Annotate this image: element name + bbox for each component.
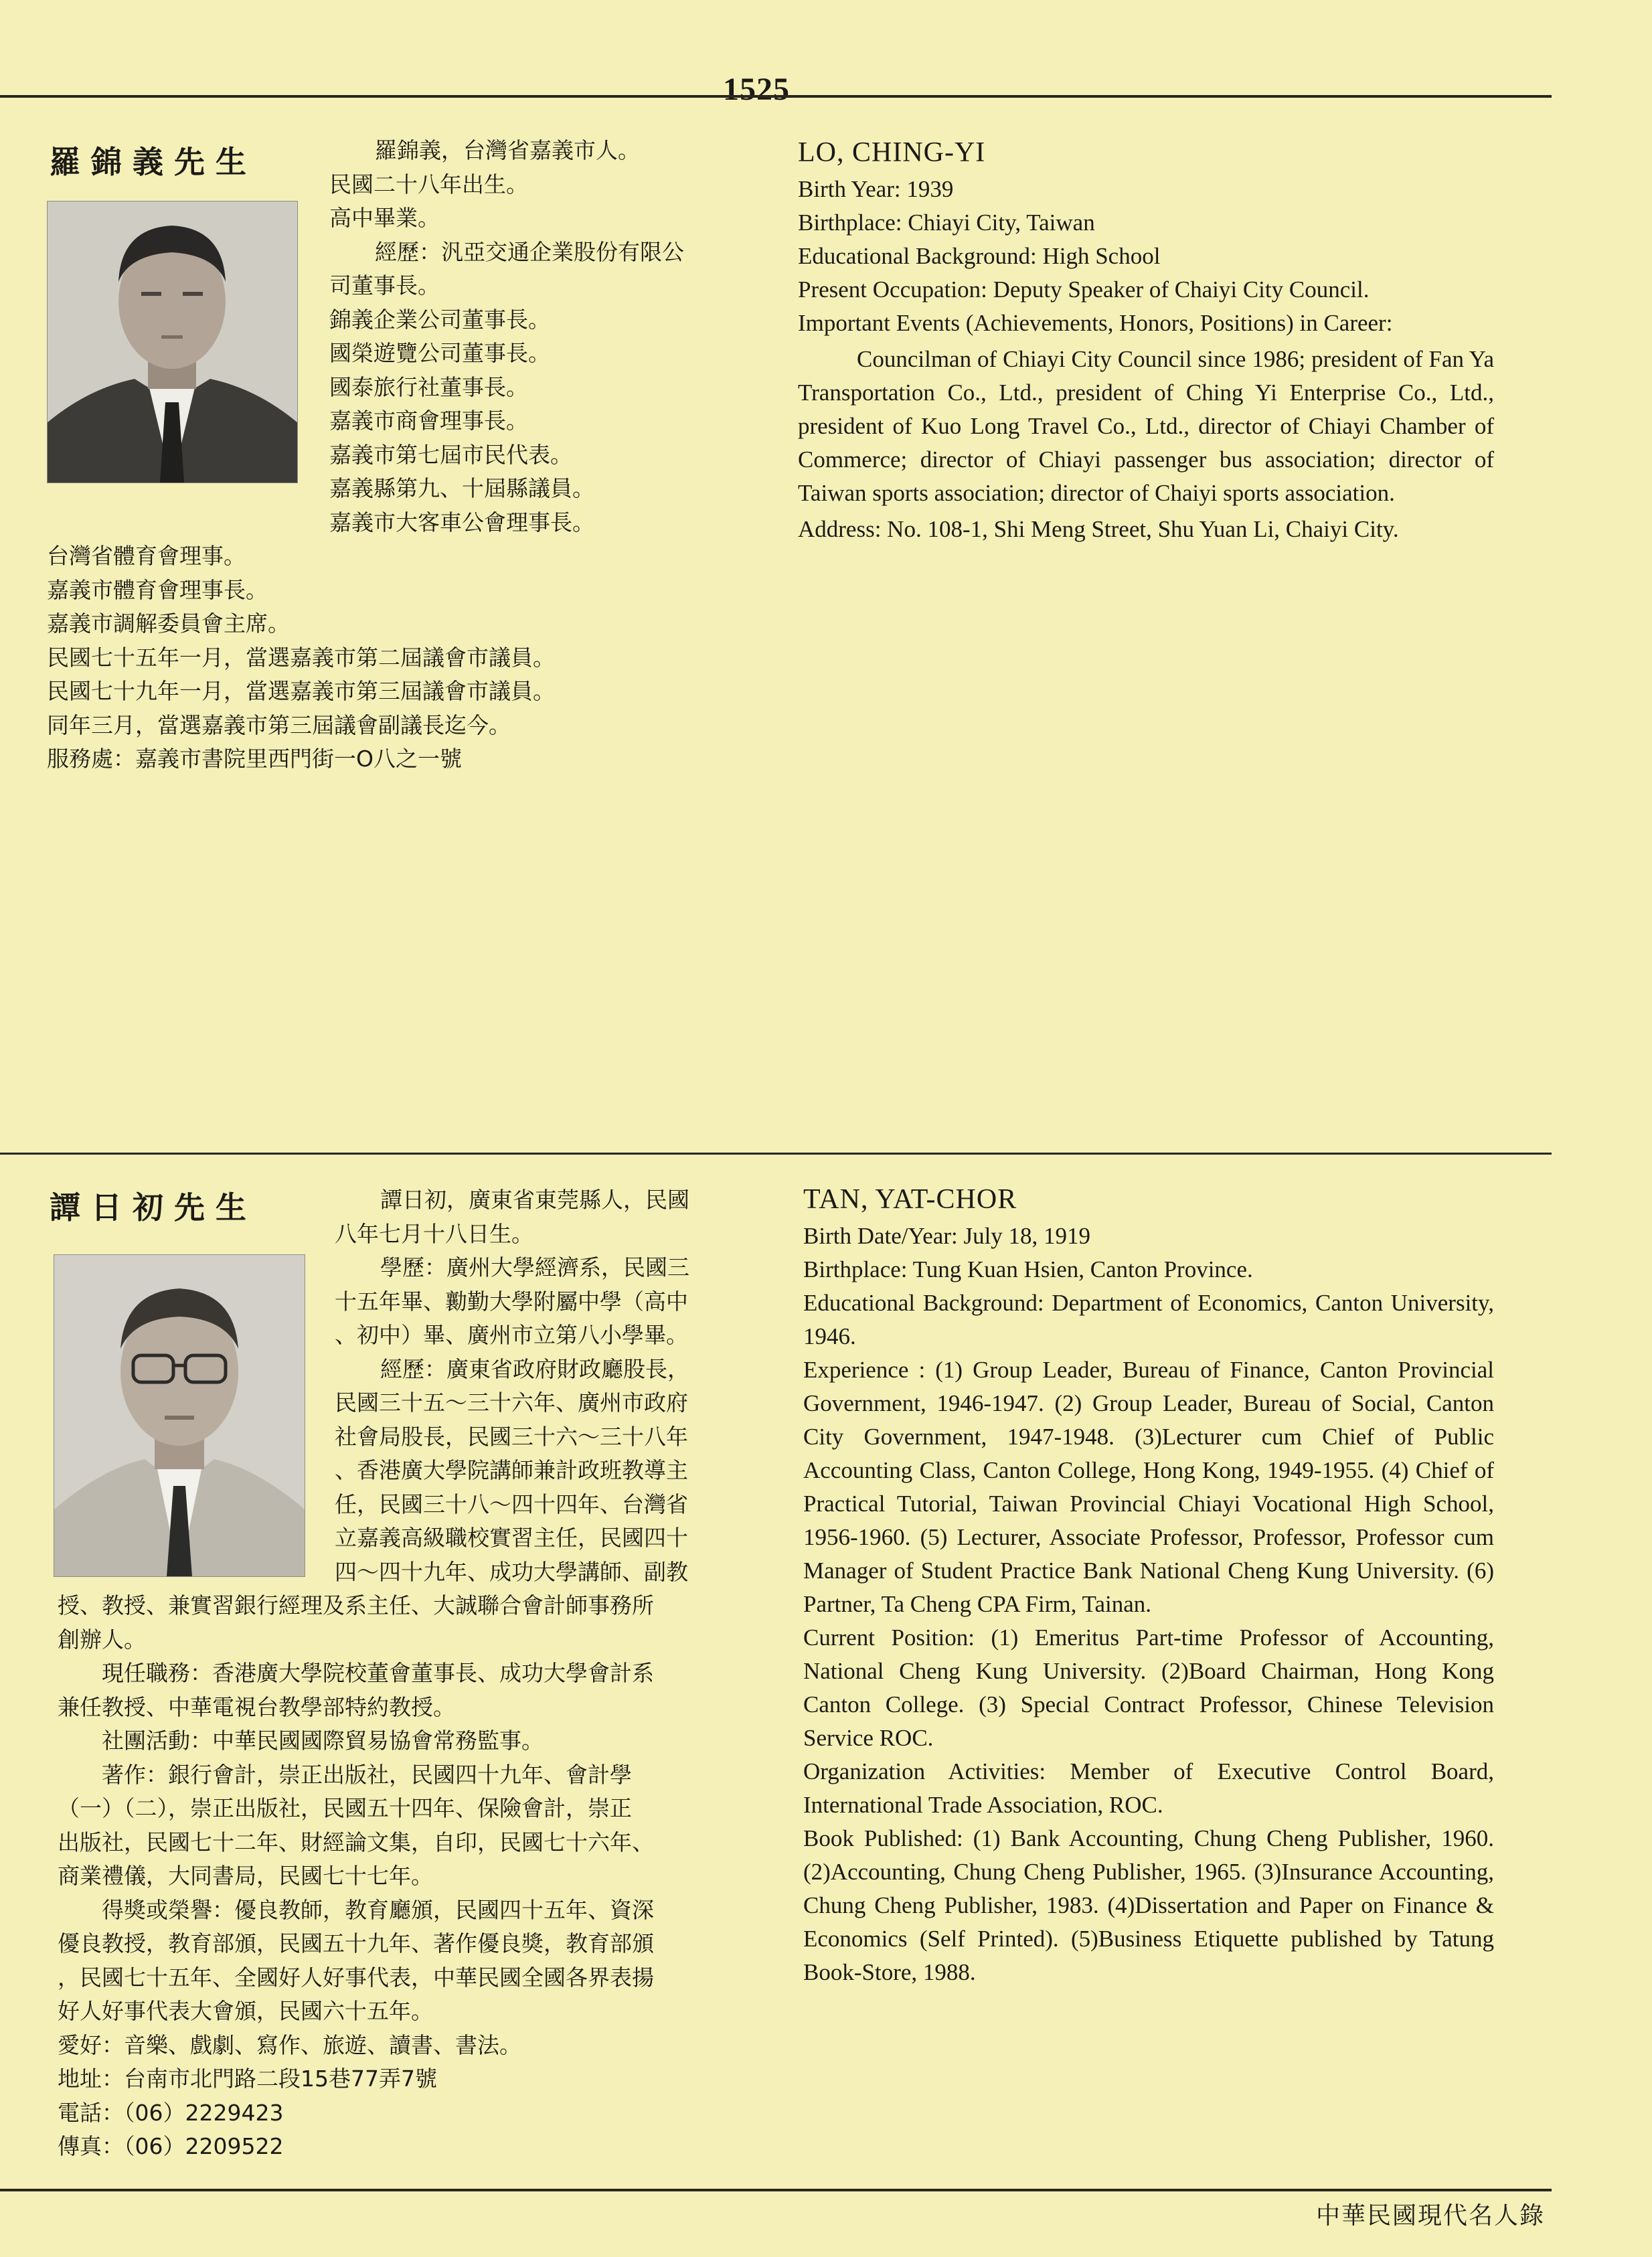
zh-line: 社團活動：中華民國國際貿易協會常務監事。 [102,1728,544,1754]
zh-line: 現任職務：香港廣大學院校董會董事長、成功大學會計系 [102,1660,654,1686]
top-rule [0,95,1552,98]
zh-line: 出版社，民國七十二年、財經論文集，自印，民國七十六年、 [58,1829,654,1855]
zh-line: 譚日初，廣東省東莞縣人，民國 [380,1187,689,1213]
zh-line: 八年七月十八日生。 [335,1220,533,1247]
footer-book-title: 中華民國現代名人錄 [1315,2202,1545,2230]
zh-line: 立嘉義高級職校實習主任，民國四十 [335,1525,688,1551]
en-line: Birthplace: Tung Kuan Hsien, Canton Province. [803,1256,1253,1282]
zh-line: 同年三月，當選嘉義市第三屆議會副議長迄今。 [47,712,511,738]
zh-line: 嘉義市第七屆市民代表。 [329,441,572,468]
entry-2-english-name: TAN, YAT-CHOR [803,1184,1017,1215]
en-paragraph: Organization Activities: Member of Executive Control Board, International Trade Association, ROC. [803,1758,1494,1818]
zh-line: 創辦人。 [58,1626,146,1653]
en-line: Present Occupation: Deputy Speaker of Chaiyi City Council. [798,276,1370,303]
zh-line: 民國三十五～三十六年、廣州市政府 [335,1390,688,1416]
zh-line: 司董事長。 [329,272,440,299]
zh-line: ，民國七十五年、全國好人好事代表，中華民國全國各界表揚 [58,1964,654,1991]
zh-line: 學歷：廣州大學經濟系，民國三 [380,1254,689,1280]
zh-line: 地址：台南市北門路二段15巷77弄7號 [58,2066,437,2092]
zh-line: 嘉義市商會理事長。 [329,408,528,434]
zh-line: 電話：（06）2229423 [58,2099,284,2126]
en-paragraph: Book Published: (1) Bank Accounting, Chung Cheng Publisher, 1960. (2)Accounting, Chung Cheng Publisher, 1965. (3)Insurance Accounting, Chung Cheng Publisher, 1983. (4)Dissertation and Paper on Finance & Economics (Self Printed). (5)Business Etiquette published by Tatung Book-Store, 1988. [803,1825,1494,1985]
zh-line: 錦義企業公司董事長。 [329,306,550,333]
en-line: Educational Background: High School [798,243,1161,269]
zh-line: 愛好：音樂、戲劇、寫作、旅遊、讀書、書法。 [58,2031,521,2058]
zh-line: 國榮遊覽公司董事長。 [329,340,550,366]
zh-line: （一）（二），崇正出版社，民國五十四年、保險會計，崇正 [58,1795,632,1821]
en-line: Birth Year: 1939 [798,176,954,202]
en-paragraph: Councilman of Chiayi City Council since 1986; president of Fan Ya Transportation Co., Ltd., president of Ching Yi Enterprise Co., Ltd., president of Kuo Long Travel Co., Ltd., director of Chiayi Chamber of Commerce; director of Chiayi passenger bus association; director of Taiwan sports association; director of Chaiyi sports association. [798,346,1494,506]
zh-line: 高中畢業。 [329,205,440,231]
zh-line: 經歷：廣東省政府財政廳股長， [380,1355,689,1382]
en-paragraph: Experience : (1) Group Leader, Bureau of Finance, Canton Provincial Government, 1946-1947. (2) Group Leader, Bureau of Social, Canton City Government, 1947-1948. (3)Lecturer cum Chief of Public Accounting Class, Canton College, Hong Kong, 1949-1955. (4) Chief of Practical Tutorial, Taiwan Provincial Chiayi Vocational High School, 1956-1960. (5) Lecturer, Associate Professor, Professor, Professor cum Manager of Student Practice Bank National Cheng Kung University. (6) Partner, Ta Cheng CPA Firm, Tainan. [803,1357,1494,1617]
zh-line: 羅錦義，台灣省嘉義市人。 [375,137,640,163]
zh-line: 傳真：（06）2209522 [58,2133,284,2159]
zh-line: 嘉義市調解委員會主席。 [47,610,290,637]
zh-line: 好人好事代表大會頒，民國六十五年。 [58,1998,433,2024]
zh-line: 、香港廣大學院講師兼計政班教導主 [335,1457,688,1483]
zh-line: 社會局股長，民國三十六～三十八年 [335,1423,688,1450]
zh-line: 著作：銀行會計，崇正出版社，民國四十九年、會計學 [102,1761,632,1788]
entry-1-chinese-name: 羅錦義先生 [50,144,257,180]
entry-1-english-bio [798,134,1494,546]
entry-2-chinese-name: 譚日初先生 [50,1189,257,1226]
zh-line: 國泰旅行社董事長。 [329,373,528,400]
zh-line: 十五年畢、勷勤大學附屬中學（高中 [335,1288,688,1315]
zh-line: 嘉義市體育會理事長。 [47,576,268,603]
en-paragraph: Current Position: (1) Emeritus Part-time Professor of Accounting, National Cheng Kung University. (2)Board Chairman, Hong Kong Canton College. (3) Special Contract Professor, Chinese Television Service ROC. [803,1624,1494,1751]
zh-line: 民國七十九年一月，當選嘉義市第三屆議會市議員。 [47,678,555,704]
en-line: Important Events (Achievements, Honors, Positions) in Career: [798,310,1393,336]
en-line: Birthplace: Chiayi City, Taiwan [798,210,1095,236]
zh-line: 嘉義市大客車公會理事長。 [329,509,594,535]
zh-line: 台灣省體育會理事。 [47,543,246,569]
entry-1-chinese-bio [47,134,716,776]
en-paragraph: Educational Background: Department of Economics, Canton University, 1946. [803,1290,1494,1349]
zh-line: 嘉義縣第九、十屆縣議員。 [329,475,594,501]
en-line: Address: No. 108-1, Shi Meng Street, Shu Yuan Li, Chaiyi City. [798,516,1399,542]
entry-separator-rule [0,1153,1552,1155]
entry-2-english-bio [803,1181,1494,1989]
zh-line: 民國七十五年一月，當選嘉義市第二屆議會市議員。 [47,644,555,671]
zh-line: 得獎或榮譽：優良教師，教育廳頒，民國四十五年、資深 [102,1896,654,1923]
zh-line: 商業禮儀，大同書局，民國七十七年。 [58,1863,433,1889]
zh-line: 優良教授，教育部頒，民國五十九年、著作優良獎，教育部頒 [58,1930,654,1956]
zh-line: 、初中）畢、廣州市立第八小學畢。 [335,1322,688,1348]
bottom-rule [0,2189,1552,2191]
zh-line: 任，民國三十八～四十四年、台灣省 [335,1491,688,1517]
entry-1-english-name: LO, CHING-YI [798,137,986,168]
zh-line: 兼任教授、中華電視台教學部特約教授。 [58,1693,455,1720]
zh-line: 服務處：嘉義市書院里西門街一O八之一號 [47,746,462,772]
zh-line: 授、教授、兼實習銀行經理及系主任、大誠聯合會計師事務所 [58,1592,654,1618]
zh-line: 四～四十九年、成功大學講師、副教 [335,1558,688,1585]
page-number: 1525 [723,72,790,107]
zh-line: 民國二十八年出生。 [329,171,528,197]
zh-line: 經歷：汎亞交通企業股份有限公 [375,238,684,265]
entry-2-chinese-bio [58,1183,740,2164]
en-line: Birth Date/Year: July 18, 1919 [803,1223,1091,1249]
